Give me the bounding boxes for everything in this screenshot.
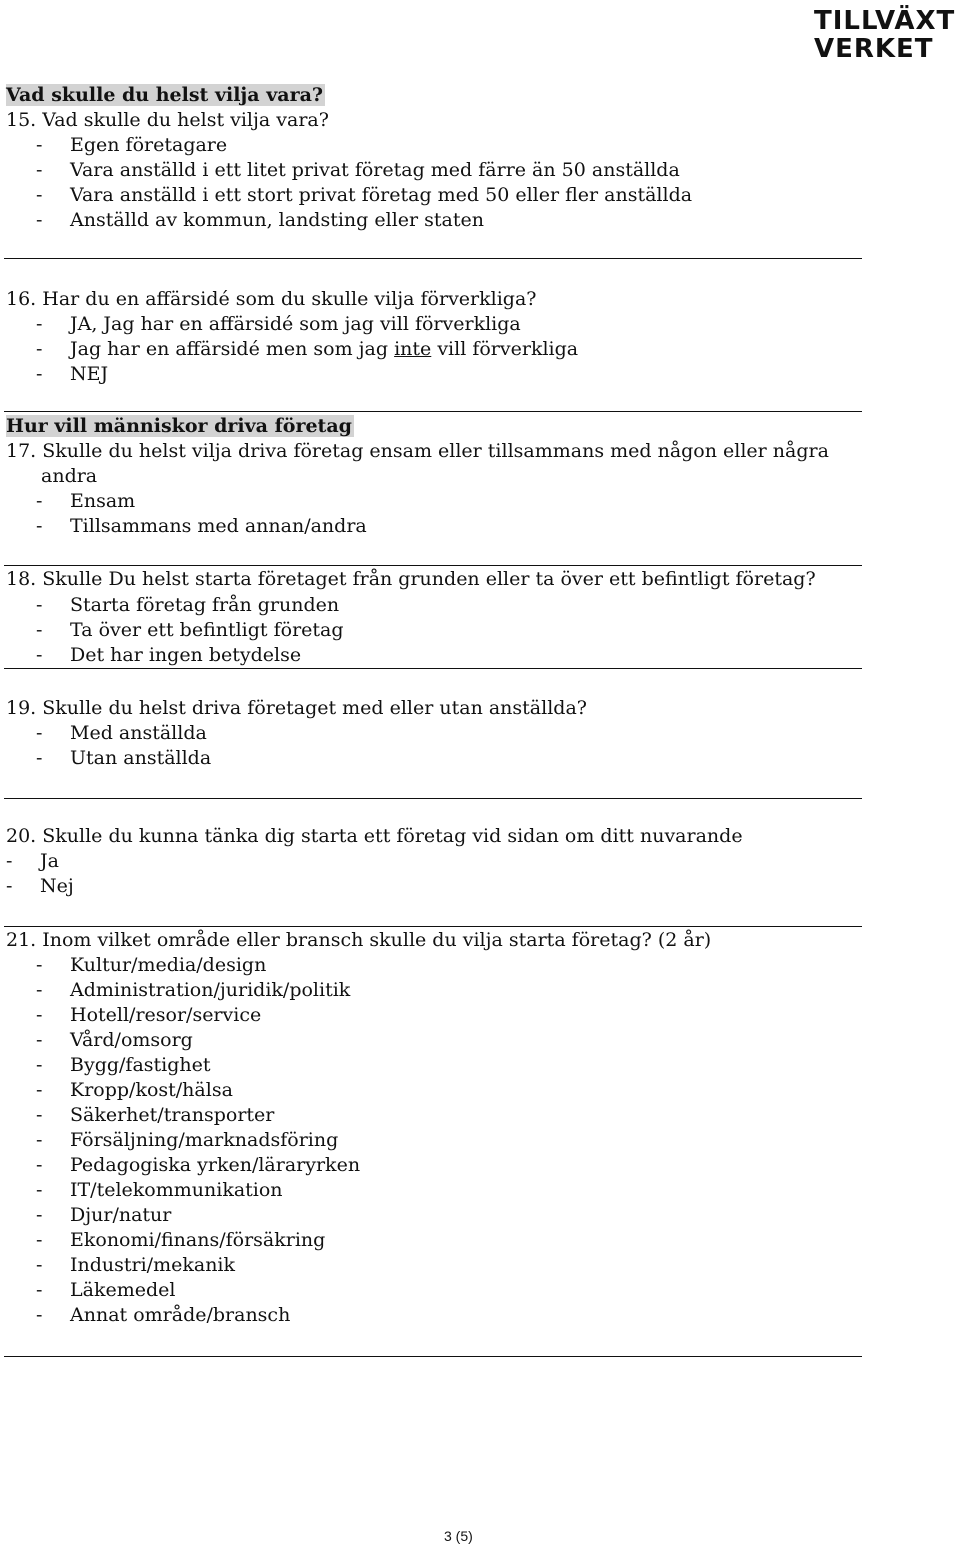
list-item: - Tillsammans med annan/andra: [36, 515, 367, 537]
page-number: 3 (5): [444, 1528, 473, 1544]
list-item: - Vård/omsorg: [36, 1029, 193, 1051]
divider: [4, 798, 862, 799]
list-item: - Ensam: [36, 490, 136, 512]
question-16-title: 16. Har du en affärsidé som du skulle vilja förverkliga?: [6, 288, 537, 310]
divider: [4, 668, 862, 669]
list-item: - Vara anställd i ett litet privat företag med färre än 50 anställda: [36, 159, 680, 181]
list-item: - Vara anställd i ett stort privat företag med 50 eller fler anställda: [36, 184, 693, 206]
question-18-title: 18. Skulle Du helst starta företaget från grunden eller ta över ett befintligt företag?: [6, 568, 816, 590]
list-item: - Utan anställda: [36, 747, 212, 769]
divider: [4, 565, 862, 566]
list-item: - IT/telekommunikation: [36, 1179, 283, 1201]
question-20-title: 20. Skulle du kunna tänka dig starta ett företag vid sidan om ditt nuvarande: [6, 825, 743, 847]
question-17-title-cont: andra: [41, 465, 98, 487]
list-item: - Ta över ett befintligt företag: [36, 619, 344, 641]
list-item: - Kropp/kost/hälsa: [36, 1079, 233, 1101]
logo-line2: VERKET: [814, 34, 934, 64]
list-item: - Hotell/resor/service: [36, 1004, 262, 1026]
list-item: - Starta företag från grunden: [36, 594, 340, 616]
list-item: - Ja: [6, 850, 59, 872]
list-item: - Djur/natur: [36, 1204, 172, 1226]
list-item: - Försäljning/marknadsföring: [36, 1129, 339, 1151]
list-item: - Industri/mekanik: [36, 1254, 236, 1276]
question-21-title: 21. Inom vilket område eller bransch skulle du vilja starta företag? (2 år): [6, 929, 712, 951]
list-item: - Annat område/bransch: [36, 1304, 291, 1326]
list-item: - Säkerhet/transporter: [36, 1104, 275, 1126]
list-item: - NEJ: [36, 363, 109, 385]
divider: [4, 411, 862, 412]
section-heading: Vad skulle du helst vilja vara?: [6, 84, 324, 106]
list-item: - Ekonomi/finans/försäkring: [36, 1229, 326, 1251]
list-item: - Pedagogiska yrken/läraryrken: [36, 1154, 361, 1176]
divider: [4, 926, 862, 927]
question-15-title: 15. Vad skulle du helst vilja vara?: [6, 109, 329, 131]
list-item: - JA, Jag har en affärsidé som jag vill förverkliga: [36, 313, 521, 335]
list-item: - Med anställda: [36, 722, 207, 744]
list-item: - Egen företagare: [36, 134, 228, 156]
question-17-title: 17. Skulle du helst vilja driva företag ensam eller tillsammans med någon eller några: [6, 440, 829, 462]
list-item: - Kultur/media/design: [36, 954, 267, 976]
logo-line1: TILLVÄXT: [814, 6, 956, 36]
list-item: - Nej: [6, 875, 74, 897]
list-item: - Bygg/fastighet: [36, 1054, 211, 1076]
list-item: - Administration/juridik/politik: [36, 979, 351, 1001]
divider: [4, 1356, 862, 1357]
divider: [4, 258, 862, 259]
question-19-title: 19. Skulle du helst driva företaget med eller utan anställda?: [6, 697, 587, 719]
list-item: - Läkemedel: [36, 1279, 176, 1301]
section-heading: Hur vill människor driva företag: [6, 415, 352, 437]
list-item: - Det har ingen betydelse: [36, 644, 302, 666]
list-item: - Jag har en affärsidé men som jag inte vill förverkliga: [36, 338, 579, 360]
tillvaxtverket-logo: [810, 4, 956, 62]
list-item: - Anställd av kommun, landsting eller staten: [36, 209, 484, 231]
